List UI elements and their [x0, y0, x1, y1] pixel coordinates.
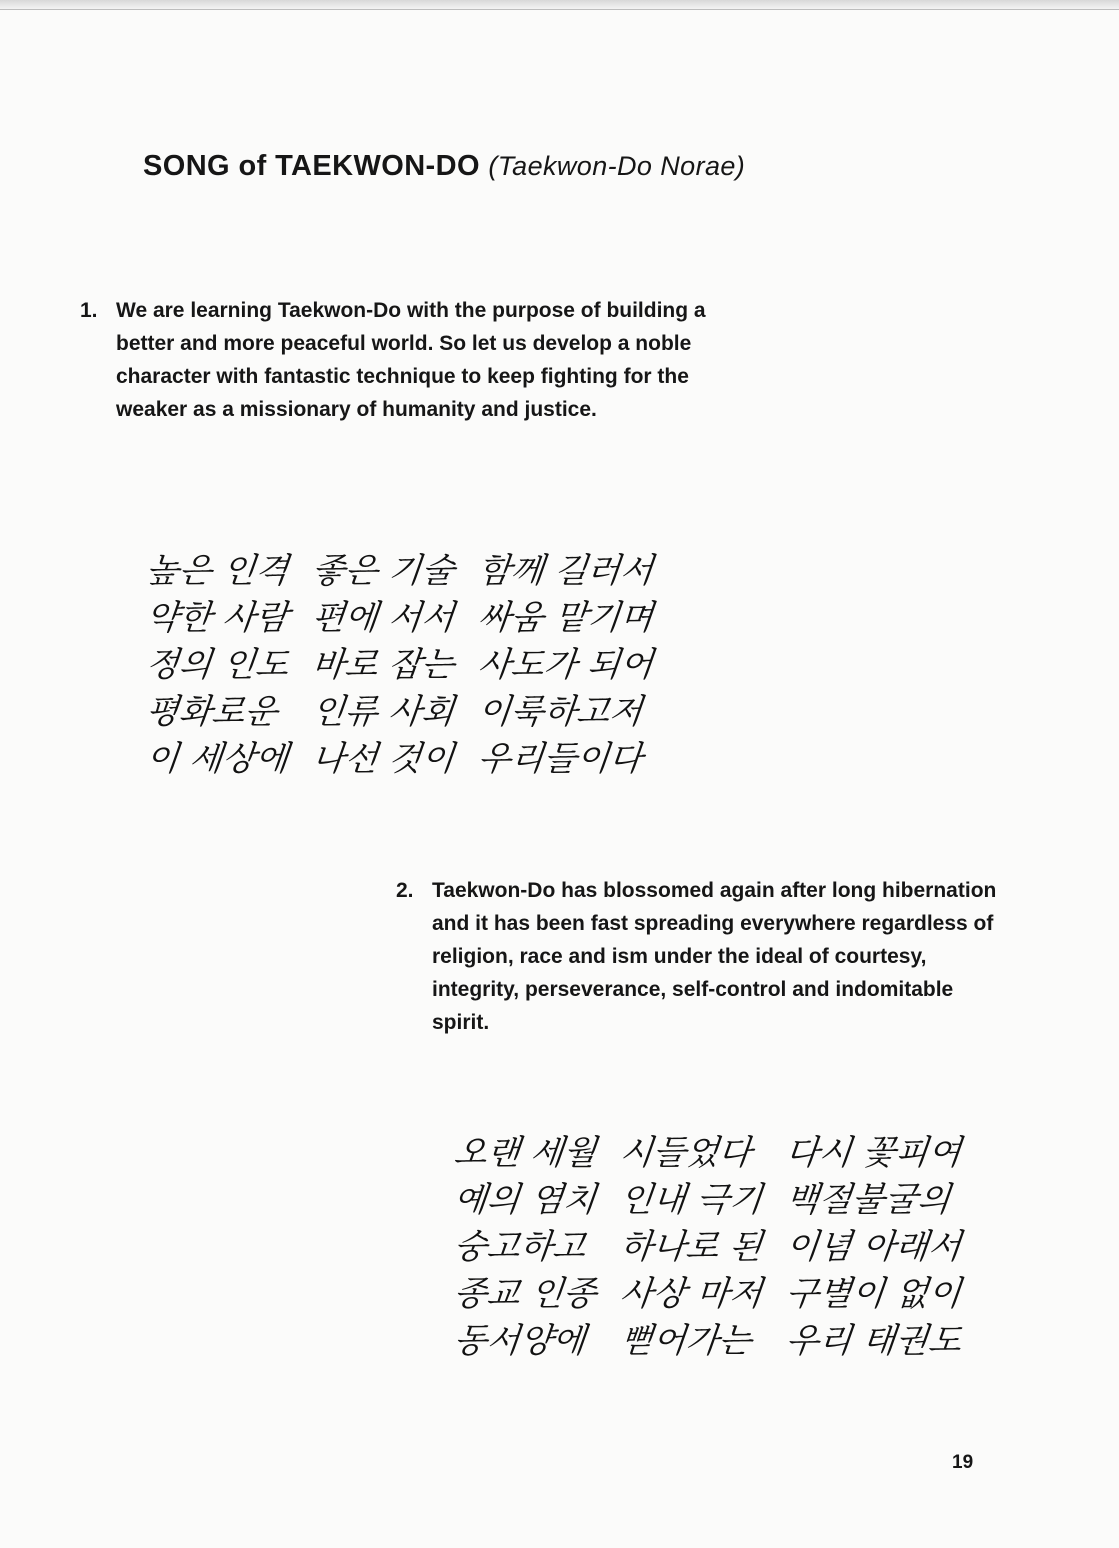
verse-2 [396, 874, 1016, 1039]
title-main: SONG of TAEKWON-DO [143, 150, 480, 182]
lyrics-phrase: 다시 꽃피여 [783, 1133, 964, 1173]
lyrics-phrase: 나선 것이 [309, 739, 457, 779]
lyrics-phrase: 구별이 없이 [783, 1274, 964, 1314]
lyrics-phrase: 오랜 세월 [451, 1133, 599, 1173]
page-top-edge [0, 0, 1119, 10]
lyrics-line [143, 736, 645, 783]
lyrics-line [451, 1130, 964, 1177]
lyrics-phrase: 정의 인도 [143, 645, 291, 685]
lyrics-phrase: 인내 극기 [617, 1180, 765, 1220]
lyrics-phrase: 높은 인격 [143, 551, 291, 591]
lyrics-phrase: 싸움 맡기며 [475, 598, 656, 638]
lyrics-line [143, 548, 656, 595]
lyrics-phrase: 함께 길러서 [475, 551, 656, 591]
lyrics-phrase: 좋은 기술 [309, 551, 457, 591]
lyrics-phrase: 우리 태권도 [783, 1321, 964, 1361]
lyrics-line [451, 1318, 964, 1365]
lyrics-phrase: 바로 잡는 [309, 645, 457, 685]
lyrics-line [451, 1271, 964, 1318]
korean-lyrics-verse-2 [451, 1130, 964, 1365]
verse-text: Taekwon-Do has blossomed again after long hibernation and it has been fast spreading everywhere regardless of religion, race and ism under the ideal of courtesy, integrity, perseverance, self-control and indomitable spirit. [432, 879, 997, 1034]
verse-1 [80, 294, 720, 426]
lyrics-line [143, 642, 656, 689]
lyrics-phrase: 예의 염치 [451, 1180, 599, 1220]
title-subtitle: (Taekwon-Do Norae) [488, 151, 746, 181]
lyrics-phrase: 하나로 된 [617, 1227, 765, 1267]
lyrics-phrase: 우리들이다 [475, 739, 645, 779]
lyrics-phrase: 이 세상에 [143, 739, 291, 779]
verse-text: We are learning Taekwon-Do with the purpose of building a better and more peaceful world. So let us develop a noble character with fantastic technique to keep fighting for the weaker as a missionary of humanity and justice. [116, 299, 706, 421]
lyrics-line [451, 1224, 964, 1271]
lyrics-phrase: 종교 인종 [451, 1274, 599, 1314]
lyrics-phrase: 편에 서서 [309, 598, 457, 638]
lyrics-phrase: 평화로운 [143, 692, 280, 732]
lyrics-line [143, 689, 645, 736]
lyrics-phrase: 이룩하고저 [475, 692, 645, 732]
lyrics-phrase: 백절불굴의 [783, 1180, 953, 1220]
page-title [143, 150, 745, 183]
lyrics-phrase: 사상 마저 [617, 1274, 765, 1314]
page-number: 19 [952, 1452, 974, 1473]
lyrics-phrase: 약한 사람 [143, 598, 291, 638]
lyrics-line [451, 1177, 953, 1224]
verse-number: 1. [80, 299, 98, 322]
lyrics-phrase: 숭고하고 [451, 1227, 588, 1267]
lyrics-phrase: 이념 아래서 [783, 1227, 964, 1267]
lyrics-phrase: 뻗어가는 [617, 1321, 754, 1361]
lyrics-line [143, 595, 656, 642]
lyrics-phrase: 시들었다 [617, 1133, 754, 1173]
lyrics-phrase: 인류 사회 [309, 692, 457, 732]
verse-number: 2. [396, 879, 414, 902]
korean-lyrics-verse-1 [143, 548, 656, 783]
lyrics-phrase: 동서양에 [451, 1321, 588, 1361]
lyrics-phrase: 사도가 되어 [475, 645, 656, 685]
